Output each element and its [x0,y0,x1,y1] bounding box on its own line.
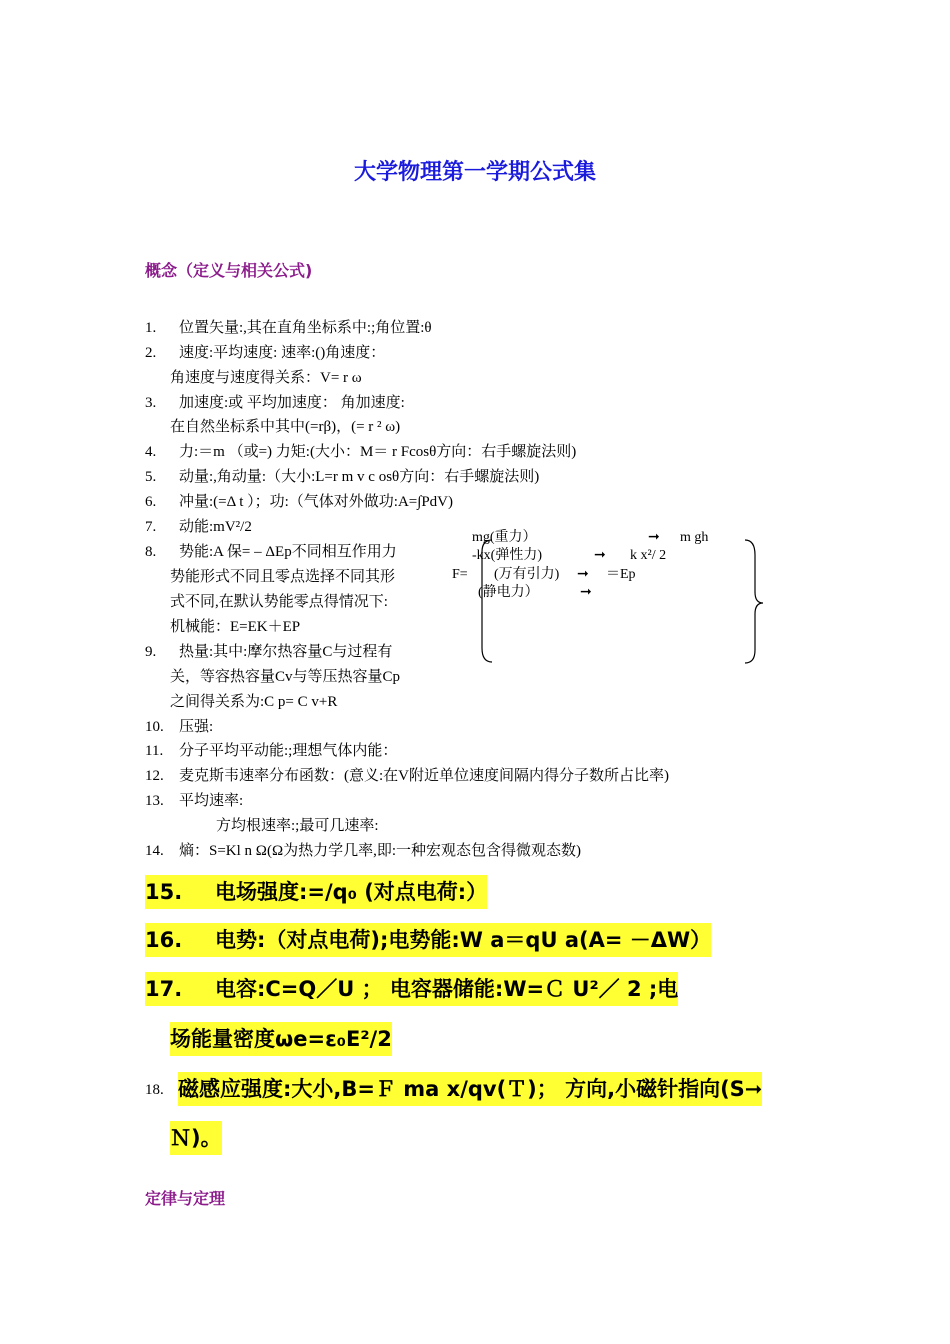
force-row-left: mg(重力） [472,530,537,545]
item-text: 动能:mV²/2 [179,519,252,535]
list-item [145,717,213,737]
section-heading-laws: 定律与定理 [145,1189,226,1208]
item-continuation: 关，等容热容量Cv与等压热容量Cp [170,669,401,685]
item-number: 17. [145,977,183,1001]
highlighted-item [145,923,711,957]
item-text: 熵：S=Kl n Ω(Ω为热力学几率,即:一种宏观态包含得微观态数) [179,843,582,859]
item-number: 12. [145,768,164,784]
highlighted-item: 磁感应强度:大小,B=Ｆ ma x/qv(Ｔ)； 方向,小磁针指向(S➞ [178,1072,762,1106]
arrow-icon: ➞ [577,567,589,582]
item-number: 8. [145,544,157,560]
item-text: 电场强度:=/q₀ (对点电荷:） [215,880,488,904]
page-title: 大学物理第一学期公式集 [353,160,596,185]
item-continuation: 势能形式不同且零点选择不同其形 [170,569,396,585]
list-item [145,766,669,786]
list-item [145,741,397,761]
arrow-icon: ➞ [648,530,660,545]
item-text: 电势:（对点电荷);电势能:W a＝qU a(A= －ΔW） [215,928,712,952]
item-number: 15. [145,880,183,904]
item-text: 热量:其中:摩尔热容量C与过程有 [179,644,393,660]
force-label: F= [452,567,468,582]
list-item [145,841,581,861]
item-continuation: 式不同,在默认势能零点得情况下: [170,594,388,610]
item-number: 1. [145,320,157,336]
item-number: 4. [145,444,157,460]
item-number: 11. [145,743,164,759]
item-number: 7. [145,519,157,535]
item-text: 加速度:或 平均加速度： 角加速度: [179,395,405,411]
force-row-right: m gh [680,530,709,545]
item-continuation: Ｎ)。 [170,1121,222,1155]
section-heading-concepts: 概念（定义与相关公式) [145,261,313,280]
item-text: 势能:A 保= – ΔEp不同相互作用力 [179,544,397,560]
item-text: 电容:C=Q／U ； 电容器储能:W=Ｃ U²／ 2 ;电 [215,977,679,1001]
force-row-right: k x²/ 2 [630,548,667,563]
item-continuation: 在自然坐标系中其中(=rβ)，(= r ² ω) [170,419,401,435]
arrow-icon: ➞ [580,585,592,600]
item-continuation: 方均根速率:;最可几速率: [216,818,379,834]
item-number: 16. [145,928,183,952]
item-text: 冲量:(=Δ t ）；功:（气体对外做功:A=∫PdV) [179,494,454,510]
force-row-left: (静电力） [478,585,539,600]
item-number: 5. [145,469,157,485]
item-continuation: 角速度与速度得关系：V= r ω [170,370,362,386]
highlighted-item [145,972,678,1006]
right-brace [745,540,763,663]
item-text: 麦克斯韦速率分布函数：(意义:在V附近单位速度间隔内得分子数所占比率) [179,768,669,784]
item-text: 动量:,角动量:（大小:L=r m v c osθ方向：右手螺旋法则) [179,469,540,485]
item-number: 14. [145,843,164,859]
force-row-left: -kx(弹性力) [472,548,542,563]
item-text: 分子平均平动能:;理想气体内能： [179,743,398,759]
item-number: 2. [145,345,157,361]
item-number: 9. [145,644,157,660]
item-number: 6. [145,494,157,510]
item-number: 10. [145,719,164,735]
item-text: 压强: [179,719,214,735]
item-continuation: 机械能：E=EK＋EP [170,619,301,635]
item-number: 13. [145,793,164,809]
item-continuation: 之间得关系为:C p= C v+R [170,694,338,710]
list-item [145,791,243,811]
force-row-right: ＝Ep [606,567,636,582]
highlighted-item [145,875,487,909]
item-text: 平均速率: [179,793,244,809]
item-text: 速度:平均速度: 速率:()角速度： [179,345,386,361]
arrow-icon: ➞ [594,548,606,563]
item-text: 力:＝m （或=) 力矩:(大小：M＝ r Fcosθ方向：右手螺旋法则) [179,444,577,460]
list-item [145,642,392,662]
item-number: 3. [145,395,157,411]
force-row-left: (万有引力) [494,567,560,582]
item-number: 18. [145,1082,164,1098]
item-text: 位置矢量:,其在直角坐标系中:;角位置:θ [179,320,432,336]
item-continuation: 场能量密度ωe=ε₀E²/2 [170,1022,392,1056]
